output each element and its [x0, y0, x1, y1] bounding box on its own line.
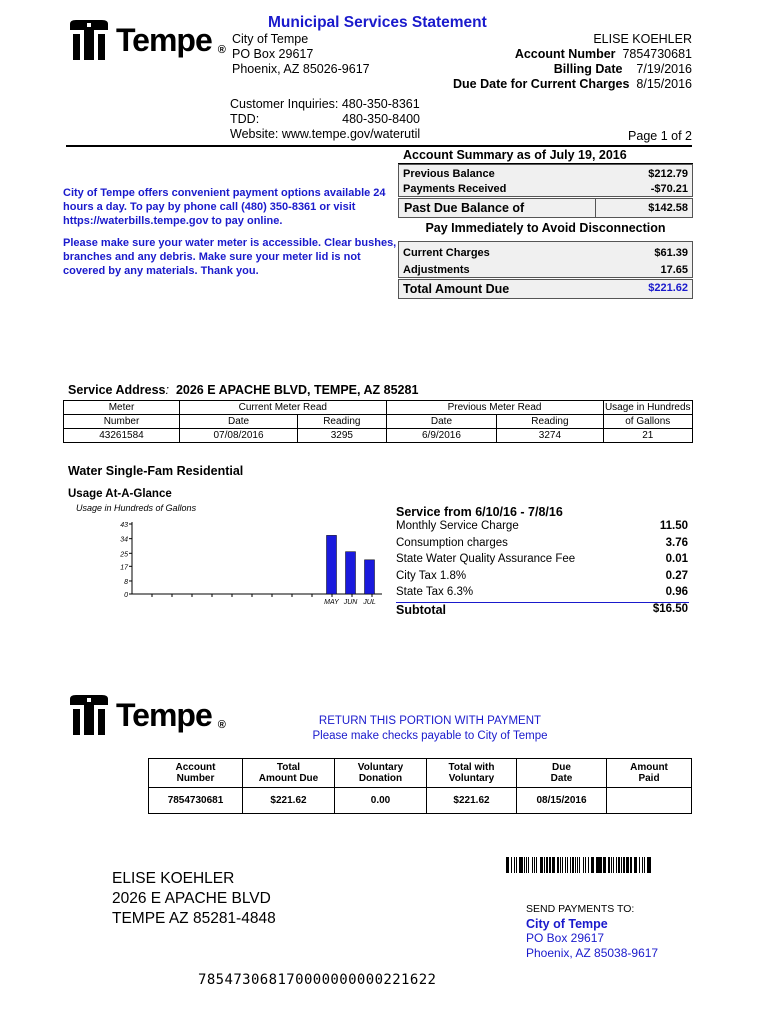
account-number: 7854730681	[622, 47, 692, 61]
tempe-logo	[68, 18, 226, 62]
customer-inquiries	[230, 97, 420, 142]
stub-header-account: Account Number	[149, 759, 243, 788]
customer-name: ELISE KOEHLER	[593, 32, 692, 46]
service-address-colon: :	[165, 383, 169, 397]
header-divider	[66, 145, 692, 147]
current-charges: $61.39	[654, 246, 688, 259]
barcode-bar	[516, 857, 518, 873]
website-link[interactable]: Website: www.tempe.gov/waterutil	[230, 127, 421, 141]
return-instructions	[300, 714, 560, 744]
barcode-bar	[541, 857, 543, 873]
past-due-row	[398, 198, 693, 218]
account-number-label: Account Number	[514, 47, 616, 61]
total-due-amount: $221.62	[648, 282, 688, 294]
payments-received-label: Payments Received	[403, 182, 507, 195]
pay-immediately-notice: Pay Immediately to Avoid Disconnection	[425, 221, 666, 235]
table-subheader: Number	[64, 415, 180, 429]
barcode-bar	[524, 857, 526, 873]
logo-wordmark: Tempe	[116, 21, 212, 58]
mailing-street: 2026 E APACHE BLVD	[112, 890, 271, 907]
subtotal-row	[396, 603, 688, 617]
postal-barcode	[506, 857, 650, 873]
y-tick-label: 8	[124, 578, 128, 586]
tempe-logo-icon	[68, 18, 110, 62]
subtotal-label: Subtotal	[396, 603, 446, 617]
barcode-bar	[611, 857, 612, 873]
stub-donation-input[interactable]: 0.00	[335, 788, 427, 814]
mailing-address	[112, 869, 276, 929]
barcode-bar	[613, 857, 614, 873]
barcode-bar	[536, 857, 537, 873]
checks-payable-line: Please make checks payable to City of Tempe	[312, 730, 548, 742]
billing-date: 7/19/2016	[636, 62, 692, 76]
previous-read-header: Previous Meter Read	[386, 401, 603, 415]
barcode-bar	[579, 857, 581, 873]
barcode-bar	[618, 857, 620, 873]
barcode-bar	[639, 857, 640, 873]
barcode-bar	[630, 857, 632, 873]
subtotal-amount: $16.50	[652, 603, 688, 615]
account-header	[453, 32, 692, 92]
charge-amount: 3.76	[665, 536, 688, 549]
current-charges-box	[398, 241, 693, 278]
previous-balance: $212.79	[648, 167, 688, 180]
stub-total-due: $221.62	[243, 788, 335, 814]
barcode-bar	[634, 857, 636, 873]
y-tick-label: 43	[120, 522, 128, 529]
barcode-bar	[644, 857, 646, 873]
barcode-bar	[562, 857, 563, 873]
service-address	[68, 383, 418, 397]
previous-read-date: 6/9/2016	[386, 429, 497, 443]
logo-wordmark: Tempe	[116, 696, 212, 733]
usage-gallons: 21	[603, 429, 693, 443]
current-charges-label: Current Charges	[403, 246, 490, 259]
due-date: 8/15/2016	[636, 77, 692, 91]
chart-bars	[327, 535, 375, 594]
balance-box	[398, 164, 693, 197]
barcode-bar	[511, 857, 512, 873]
current-reading: 3295	[298, 429, 387, 443]
stub-account-number: 7854730681	[149, 788, 243, 814]
account-summary	[398, 148, 693, 304]
due-date-label: Due Date for Current Charges	[453, 77, 630, 91]
chart-axes	[129, 522, 382, 597]
charge-label: Consumption charges	[396, 536, 508, 549]
charge-label: City Tax 1.8%	[396, 569, 467, 582]
account-summary-title: Account Summary as of July 19, 2016	[398, 148, 693, 164]
previous-reading: 3274	[497, 429, 603, 443]
charge-amount: 0.96	[665, 586, 688, 599]
remit-line: PO Box 29617	[526, 931, 605, 945]
x-tick-label: MAY	[324, 599, 339, 606]
usage-header: Usage in Hundreds	[604, 402, 691, 413]
barcode-bar	[528, 857, 530, 873]
x-tick-label: JUL	[363, 599, 376, 606]
barcode-bar	[608, 857, 610, 873]
page-number: Page 1 of 2	[628, 129, 692, 143]
table-subheader: Reading	[298, 415, 387, 429]
statement-title: Municipal Services Statement	[268, 14, 487, 31]
payment-options-message: City of Tempe offers convenient payment options available 24 hours a day. To pay by phone call (480) 350-8361 or visit https://waterbills.tempe.gov to pay online.	[63, 187, 386, 227]
remit-address	[526, 903, 658, 961]
barcode-bar	[506, 857, 508, 873]
charge-label: State Water Quality Assurance Fee	[396, 553, 576, 566]
stub-header-due-date: Due Date	[517, 759, 607, 788]
stub-header-amount-paid: Amount Paid	[607, 759, 692, 788]
adjustments-label: Adjustments	[403, 263, 470, 276]
barcode-bar	[597, 857, 599, 873]
table-subheader: of Gallons	[603, 415, 693, 429]
chart-bar	[327, 535, 337, 594]
city-address	[232, 32, 370, 77]
barcode-bar	[588, 857, 589, 873]
return-line: RETURN THIS PORTION WITH PAYMENT	[318, 715, 542, 727]
barcode-bar	[557, 857, 559, 873]
barcode-bar	[508, 857, 509, 873]
barcode-bar	[553, 857, 555, 873]
barcode-bar	[592, 857, 594, 873]
y-tick-label: 17	[120, 564, 128, 572]
adjustments: 17.65	[660, 263, 688, 276]
service-address-label: Service Address	[68, 383, 166, 397]
tdd-phone: 480-350-8400	[342, 112, 420, 126]
registered-mark: ®	[217, 719, 226, 731]
water-section-title: Water Single-Fam Residential	[68, 464, 244, 478]
charge-amount: 11.50	[659, 520, 688, 533]
total-due-row	[398, 279, 693, 299]
city-address-line: PO Box 29617	[232, 47, 314, 61]
y-tick-label: 25	[120, 551, 128, 559]
chart-bar	[365, 560, 375, 594]
barcode-bar	[626, 857, 628, 873]
stub-header-donation: Voluntary Donation	[335, 759, 427, 788]
stub-total-voluntary: $221.62	[427, 788, 517, 814]
barcode-bar	[567, 857, 569, 873]
service-address-value: 2026 E APACHE BLVD, TEMPE, AZ 85281	[175, 383, 419, 397]
tempe-logo-icon	[68, 693, 110, 737]
barcode-bar	[575, 857, 577, 873]
charge-label: Monthly Service Charge	[396, 520, 519, 533]
table-subheader: Date	[180, 415, 298, 429]
barcode-bar	[600, 857, 602, 873]
meter-number: 43261584	[64, 429, 180, 443]
barcode-bar	[534, 857, 535, 873]
table-subheader: Reading	[497, 415, 603, 429]
usage-subtitle: Usage in Hundreds of Gallons	[76, 503, 197, 513]
city-address-line: Phoenix, AZ 85026-9617	[232, 62, 370, 76]
x-tick-label: JUN	[343, 599, 358, 606]
city-address-line: City of Tempe	[232, 32, 309, 46]
current-read-header: Current Meter Read	[180, 401, 387, 415]
list-item	[396, 551, 688, 568]
current-read-date: 07/08/2016	[180, 429, 298, 443]
y-tick-label: 34	[120, 536, 128, 544]
charge-amount: 0.27	[665, 569, 688, 582]
remit-line: Phoenix, AZ 85038-9617	[526, 946, 659, 960]
tdd-label: TDD:	[230, 112, 260, 126]
billing-date-label: Billing Date	[553, 62, 623, 76]
y-tick-label: 0	[124, 592, 128, 599]
stub-due-date: 08/15/2016	[517, 788, 607, 814]
list-item	[396, 518, 688, 535]
remit-name: City of Tempe	[526, 917, 608, 931]
send-payments-label: SEND PAYMENTS TO:	[526, 903, 635, 915]
barcode-bar	[560, 857, 561, 873]
barcode-bar	[532, 857, 534, 873]
service-period: Service from 6/10/16 - 7/8/16	[396, 505, 563, 519]
barcode-bar	[585, 857, 586, 873]
list-item	[396, 568, 688, 585]
charges-list	[396, 518, 688, 601]
scanline: 785473068170000000000221622	[198, 972, 437, 988]
past-due-amount: $142.58	[596, 198, 693, 218]
table-subheader: Date	[386, 415, 497, 429]
usage-chart	[100, 512, 390, 612]
stub-amount-paid-input[interactable]	[607, 788, 692, 814]
barcode-bar	[636, 857, 637, 873]
barcode-bar	[549, 857, 551, 873]
mailing-city: TEMPE AZ 85281-4848	[112, 910, 276, 927]
stub-tempe-logo	[68, 693, 226, 737]
barcode-bar	[546, 857, 548, 873]
barcode-bar	[583, 857, 585, 873]
meter-access-message: Please make sure your water meter is accessible. Clear bushes, branches and any debris. Make sure your meter lid is not covered by any materials. Thank you.	[63, 237, 397, 277]
charge-amount: 0.01	[665, 553, 688, 566]
table-row	[64, 429, 693, 443]
meter-header: Meter	[64, 401, 180, 415]
charge-label: State Tax 6.3%	[396, 586, 474, 599]
chart-labels	[119, 522, 376, 606]
usage-title: Usage At-A-Glance	[68, 488, 172, 500]
total-due-label: Total Amount Due	[403, 282, 510, 296]
meter-table	[63, 400, 693, 443]
mailing-name: ELISE KOEHLER	[112, 870, 235, 887]
past-due-label: Past Due Balance of	[398, 198, 596, 218]
list-item	[396, 584, 688, 601]
chart-bar	[346, 552, 356, 594]
remittance-table	[148, 758, 692, 814]
inquiries-phone: 480-350-8361	[341, 97, 420, 111]
list-item	[396, 535, 688, 552]
stub-header-total: Total Amount Due	[243, 759, 335, 788]
payments-received: -$70.21	[650, 182, 688, 195]
barcode-bar	[623, 857, 625, 873]
table-row	[149, 788, 692, 814]
registered-mark: ®	[217, 44, 226, 56]
barcode-bar	[604, 857, 606, 873]
barcode-bar	[648, 857, 650, 873]
barcode-bar	[520, 857, 522, 873]
inquiries-label: Customer Inquiries:	[230, 97, 339, 111]
stub-header-total-voluntary: Total with Voluntary	[427, 759, 517, 788]
previous-balance-label: Previous Balance	[403, 167, 495, 180]
barcode-bar	[572, 857, 574, 873]
